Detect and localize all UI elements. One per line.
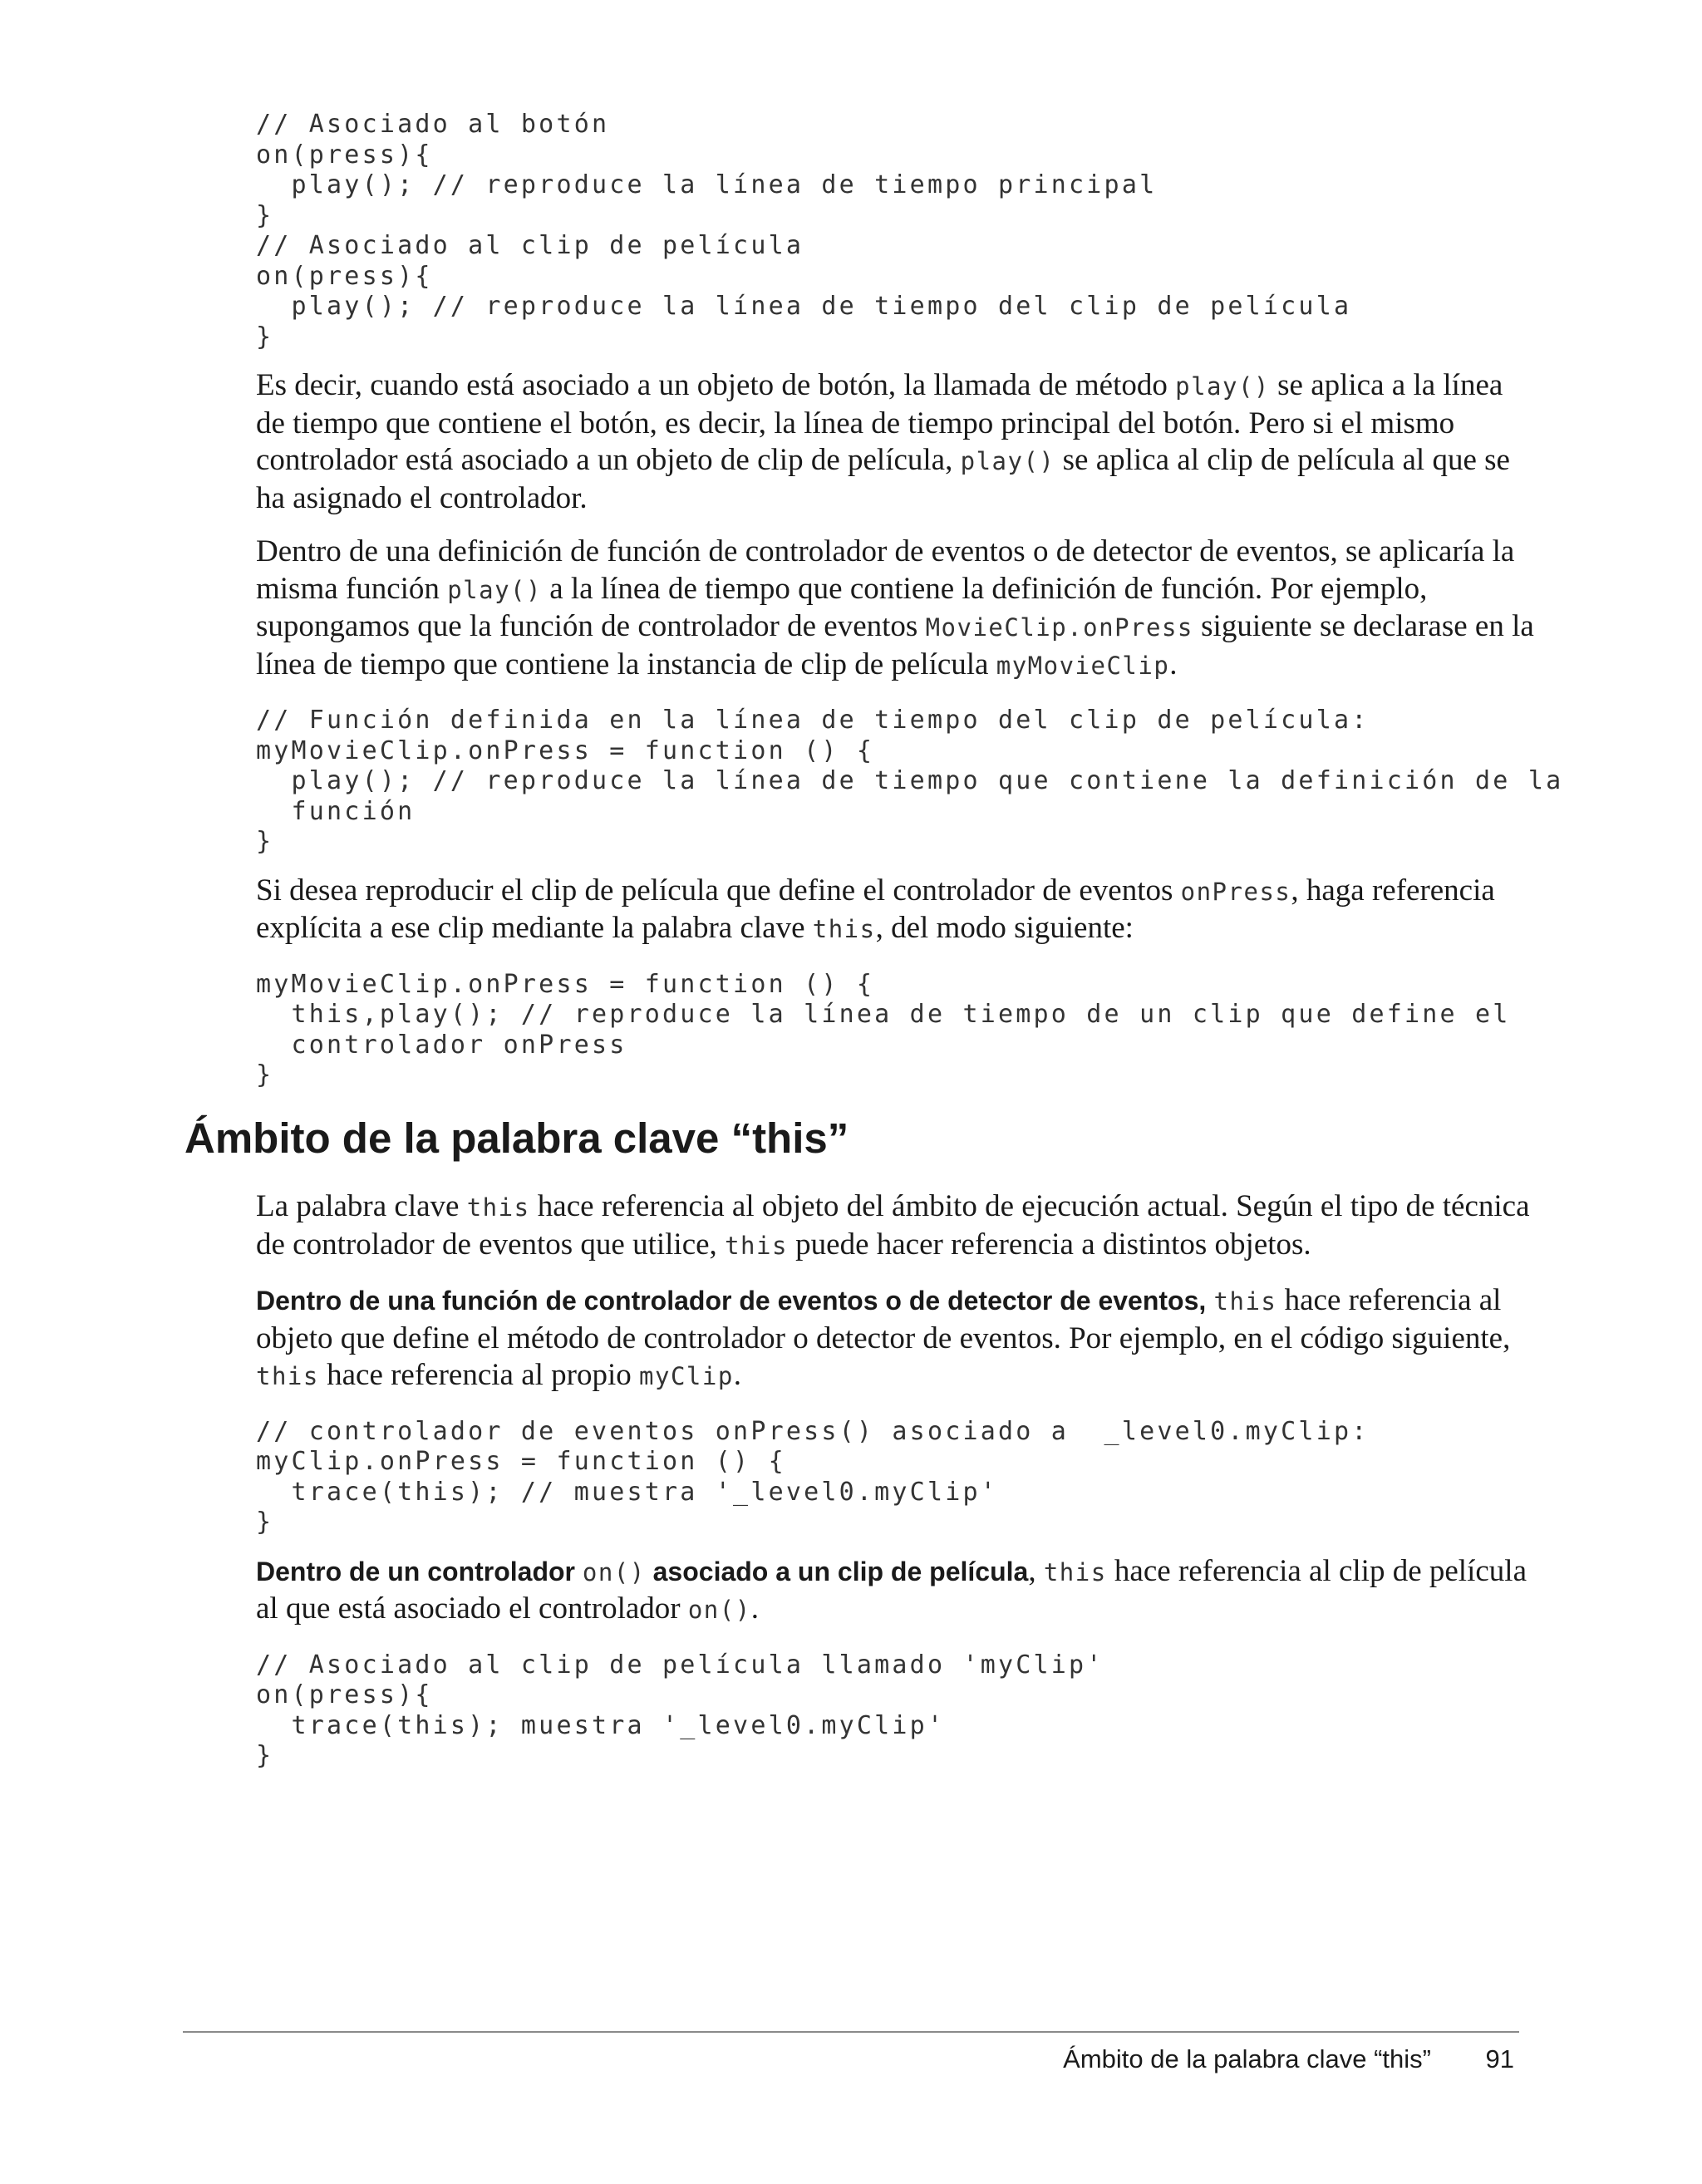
code-block-trace-onpress: // controlador de eventos onPress() asociado a _level0.myClip: myClip.onPress = function () { trace(this); // muestra '_level0.myClip' } — [256, 1416, 1370, 1537]
inline-code: this — [466, 1193, 530, 1222]
inline-code: play() — [960, 447, 1055, 475]
inline-code: myClip — [639, 1362, 734, 1390]
inline-code: onPress — [1180, 877, 1291, 906]
inline-code: MovieClip.onPress — [925, 613, 1193, 642]
code-block-this-play: myMovieClip.onPress = function () { this,play(); // reproduce la línea de tiempo de un clip que define el controlador onPress } — [256, 969, 1511, 1090]
inline-code: play() — [1175, 372, 1270, 401]
paragraph-this-intro: La palabra clave this hace referencia al objeto del ámbito de ejecución actual. Según el tipo de técnica de controlador de eventos que utilice, this puede hacer referencia a distintos objetos. — [256, 1189, 1530, 1262]
footer-divider — [183, 2031, 1519, 2033]
run-in-heading: Dentro de una función de controlador de eventos o de detector de eventos, — [256, 1286, 1207, 1316]
inline-code: this — [1213, 1287, 1277, 1316]
paragraph-explicit-reference: Si desea reproducir el clip de película que define el controlador de eventos onPress, haga referencia explícita a ese clip mediante la palabra clave this, del modo siguiente: — [256, 873, 1495, 945]
footer-section-title: Ámbito de la palabra clave “this” — [1063, 2044, 1431, 2073]
content-column-section — [256, 1188, 1536, 1772]
paragraph-handler-function: Dentro de una definición de función de controlador de eventos o de detector de eventos, se aplicaría la misma función play() a la línea de tiempo que contiene la definición de función. Por ejemplo, supongamos que la función de controlador de eventos MovieClip.onPress siguiente se declarase en la línea de tiempo que contiene la instancia de clip de película myMovieClip. — [256, 534, 1534, 681]
inline-code: this — [725, 1231, 788, 1260]
inline-code: this — [812, 915, 876, 943]
inline-code: play() — [447, 575, 542, 604]
inline-code: on() — [582, 1557, 646, 1586]
page-number: 91 — [1485, 2044, 1514, 2073]
inline-code: myMovieClip — [996, 651, 1170, 680]
inline-code: this — [1043, 1557, 1107, 1586]
run-in-heading: Dentro de un controlador on() asociado a un clip de película — [256, 1556, 1029, 1586]
code-block-trace-clip: // Asociado al clip de película llamado 'myClip' on(press){ trace(this); muestra '_level0.myClip' } — [256, 1650, 1104, 1770]
inline-code: this — [256, 1362, 319, 1390]
content-column — [256, 110, 1564, 1091]
section-heading: Ámbito de la palabra clave “this” — [184, 1114, 849, 1162]
code-block-onpress-function: // Función definida en la línea de tiempo del clip de película: myMovieClip.onPress = function () { play(); // reproduce la línea de tiempo que contiene la definición de la función } — [256, 706, 1564, 856]
paragraph-this-in-handler: Dentro de una función de controlador de eventos o de detector de eventos, this hace referencia al objeto que define el método de controlador o detector de eventos. Por ejemplo, en el código siguiente, this hace referencia al propio myClip. — [256, 1283, 1511, 1392]
paragraph-this-in-on-handler: Dentro de un controlador on() asociado a un clip de película, this hace referencia al clip de película al que está asociado el controlador on(). — [256, 1553, 1527, 1626]
paragraph-play-scope: Es decir, cuando está asociado a un objeto de botón, la llamada de método play() se aplica a la línea de tiempo que contiene el botón, es decir, la línea de tiempo principal del botón. Pero si el mismo controlador está asociado a un objeto de clip de película, play() se aplica al clip de película al que se ha asignado el controlador. — [256, 368, 1510, 515]
inline-code: on() — [687, 1596, 751, 1624]
code-block-button-vs-clip: // Asociado al botón on(press){ play(); // reproduce la línea de tiempo principal } // Asociado al clip de película on(press){ play(); // reproduce la línea de tiempo del clip de película } — [256, 110, 1352, 352]
